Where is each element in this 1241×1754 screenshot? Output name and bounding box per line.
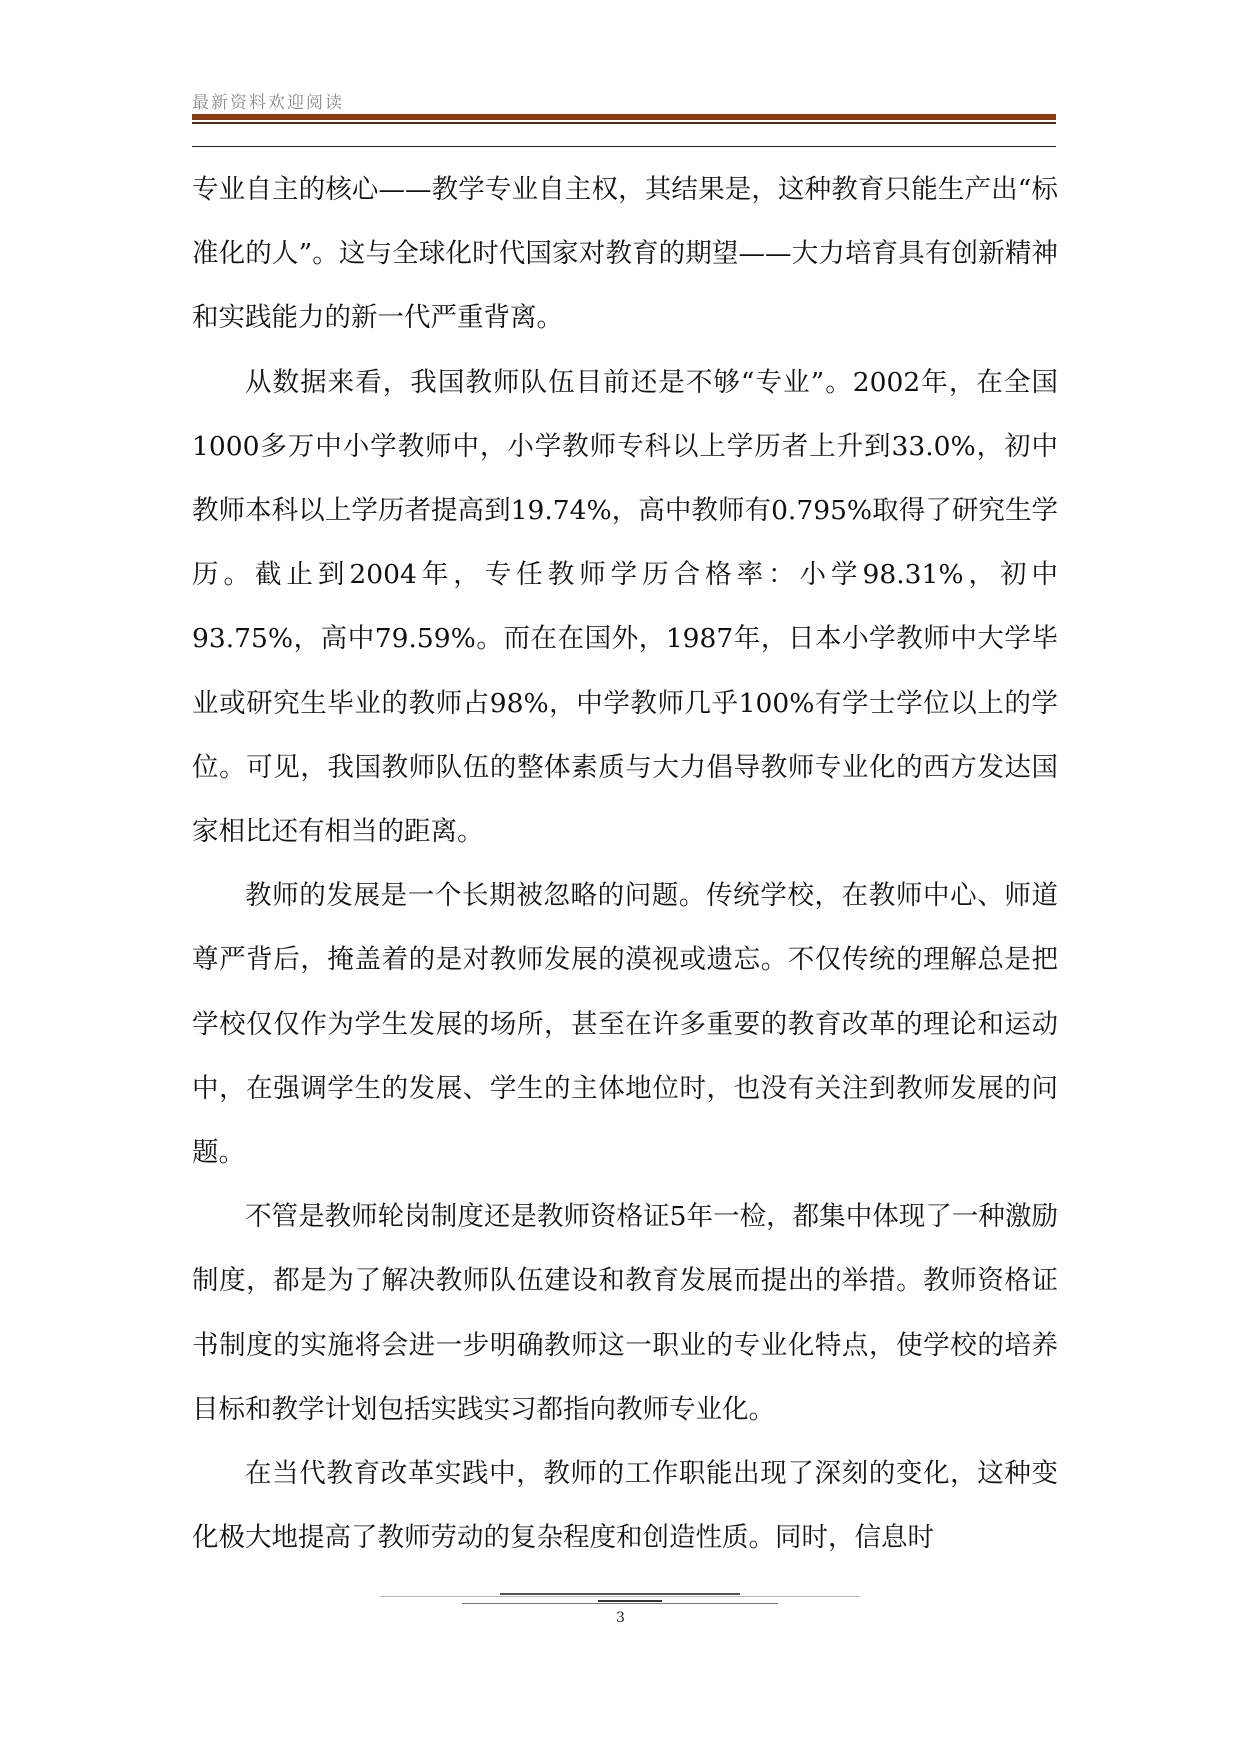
header-rule-double xyxy=(192,122,1056,124)
page-number: 3 xyxy=(616,1610,625,1626)
body-text xyxy=(192,158,1058,1570)
header-rule-thick xyxy=(192,114,1056,120)
footer-rule-tiny xyxy=(598,1600,662,1602)
footer-rule-short xyxy=(462,1603,778,1604)
paragraph-5: 在当代教育改革实践中，教师的工作职能出现了深刻的变化，这种变化极大地提高了教师劳动的复杂程度和创造性质。同时，信息时 xyxy=(192,1458,1058,1554)
paragraph-1: 专业自主的核心——教学专业自主权，其结果是，这种教育只能生产出“标准化的人”。这与全球化时代国家对教育的期望——大力培育具有创新精神和实践能力的新一代严重背离。 xyxy=(192,174,1058,334)
paragraph-3: 教师的发展是一个长期被忽略的问题。传统学校，在教师中心、师道尊严背后，掩盖着的是对教师发展的漠视或遗忘。不仅传统的理解总是把学校仅仅作为学生发展的场所，甚至在许多重要的教育改革的理论和运动中，在强调学生的发展、学生的主体地位时，也没有关注到教师发展的问题。 xyxy=(192,880,1058,1169)
paragraph-4: 不管是教师轮岗制度还是教师资格证5年一检，都集中体现了一种激励制度，都是为了解决教师队伍建设和教育发展而提出的举措。教师资格证书制度的实施将会进一步明确教师这一职业的专业化特点，使学校的培养目标和教学计划包括实践实习都指向教师专业化。 xyxy=(192,1201,1058,1425)
footer-rule-long xyxy=(380,1596,860,1597)
header-title: 最新资料欢迎阅读 xyxy=(192,93,344,113)
header-rule-thin xyxy=(192,146,1056,147)
paragraph-2: 从数据来看，我国教师队伍目前还是不够“专业”。2002年，在全国1000多万中小学教师中，小学教师专科以上学历者上升到33.0%，初中教师本科以上学历者提高到19.74%，高中教师有0.795%取得了研究生学历。截止到2004年，专任教师学历合格率：小学98.31%，初中93.75%，高中79.59%。而在在国外，1987年，日本小学教师中大学毕业或研究生毕业的教师占98%，中学教师几乎100%有学士学位以上的学位。可见，我国教师队伍的整体素质与大力倡导教师专业化的西方发达国家相比还有相当的距离。 xyxy=(192,366,1058,848)
footer-rule-mid xyxy=(500,1593,740,1595)
